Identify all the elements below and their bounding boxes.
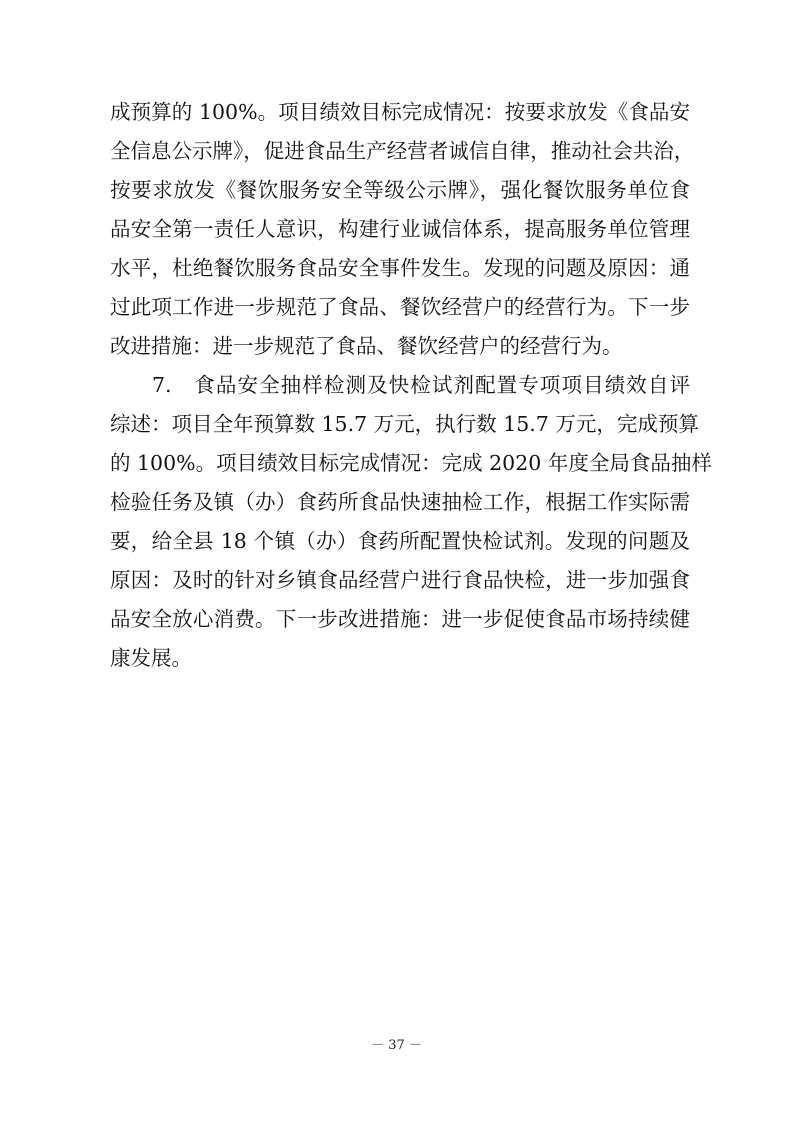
paragraph-heading-line: 7. 食品安全抽样检测及快检试剂配置专项项目绩效自评 (152, 373, 690, 397)
page-number: － 37 － (371, 1038, 422, 1053)
text-line: 康发展。 (110, 646, 192, 670)
text-line: 按要求放发《餐饮服务安全等级公示牌》，强化餐饮服务单位食 (110, 178, 690, 202)
text-line: 检验任务及镇（办）食药所食品快速抽检工作，根据工作实际需 (110, 490, 690, 514)
text-line: 成预算的 100%。项目绩效目标完成情况：按要求放发《食品安 (110, 100, 690, 124)
text-line: 全信息公示牌》，促进食品生产经营者诚信自律，推动社会共治， (110, 139, 695, 163)
paragraph-item-7 (110, 366, 712, 678)
text-line: 水平，杜绝餐饮服务食品安全事件发生。发现的问题及原因：通 (110, 256, 690, 280)
paragraph-item-6-continuation (110, 93, 695, 366)
text-line: 品安全放心消费。下一步改进措施：进一步促使食品市场持续健 (110, 607, 690, 631)
text-line: 品安全第一责任人意识，构建行业诚信体系，提高服务单位管理 (110, 217, 690, 241)
body-text (110, 93, 712, 678)
text-line: 的 100%。项目绩效目标完成情况：完成 2020 年度全局食品抽样 (110, 451, 712, 475)
text-line: 要，给全县 18 个镇（办）食药所配置快检试剂。发现的问题及 (110, 529, 690, 553)
text-line: 原因：及时的针对乡镇食品经营户进行食品快检，进一步加强食 (110, 568, 690, 592)
text-line: 综述：项目全年预算数 15.7 万元，执行数 15.7 万元，完成预算 (110, 412, 699, 436)
text-line: 过此项工作进一步规范了食品、餐饮经营户的经营行为。下一步 (110, 295, 690, 319)
text-line: 改进措施：进一步规范了食品、餐饮经营户的经营行为。 (110, 334, 623, 358)
